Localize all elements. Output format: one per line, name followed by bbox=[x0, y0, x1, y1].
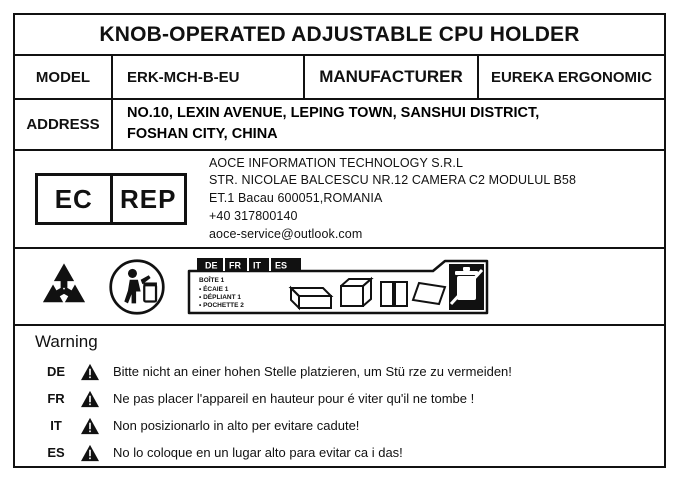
warning-triangle-icon bbox=[75, 390, 105, 408]
page-title: KNOB-OPERATED ADJUSTABLE CPU HOLDER bbox=[99, 22, 580, 46]
address-line-1: NO.10, LEXIN AVENUE, LEPING TOWN, SANSHUI DISTRICT, bbox=[127, 105, 540, 122]
address-label: ADDRESS bbox=[15, 100, 113, 149]
ec-rep-phone: +40 317800140 bbox=[209, 208, 298, 223]
warning-block bbox=[15, 326, 664, 466]
svg-text:• DÉPLIANT 1: • DÉPLIANT 1 bbox=[199, 293, 242, 301]
svg-text:• ÉCAIE 1: • ÉCAIE 1 bbox=[199, 285, 229, 293]
packaging-sorting-icon bbox=[183, 258, 493, 316]
warning-lang-de: DE bbox=[46, 364, 66, 380]
ec-rep-company: AOCE INFORMATION TECHNOLOGY S.R.L bbox=[209, 155, 464, 170]
ec-rep-badge-rep: REP bbox=[120, 183, 177, 214]
svg-text:IT: IT bbox=[253, 260, 261, 271]
pictogram-row bbox=[15, 249, 664, 326]
warning-lang-fr: FR bbox=[47, 391, 65, 407]
warning-item-fr bbox=[33, 385, 664, 412]
warning-item-it bbox=[33, 412, 664, 439]
warning-triangle-icon bbox=[75, 417, 105, 435]
ec-rep-city: ET.1 Bacau 600051,ROMANIA bbox=[209, 191, 383, 206]
svg-text:• POCHETTE 2: • POCHETTE 2 bbox=[199, 301, 244, 309]
ec-rep-badge-ec: EC bbox=[38, 176, 113, 222]
warning-heading: Warning bbox=[35, 332, 98, 352]
svg-text:BOÎTE 1: BOÎTE 1 bbox=[199, 276, 225, 284]
tidyman-icon bbox=[107, 258, 167, 316]
warning-triangle-icon bbox=[75, 363, 105, 381]
address-row bbox=[15, 100, 664, 151]
ec-rep-address-block bbox=[209, 155, 576, 244]
address-value bbox=[113, 100, 664, 149]
manufacturer-value: EUREKA ERGONOMIC bbox=[490, 68, 653, 86]
address-line-2: FOSHAN CITY, CHINA bbox=[127, 126, 278, 143]
manufacturer-label: MANUFACTURER bbox=[305, 56, 479, 97]
label-title-row bbox=[15, 15, 664, 56]
warning-item-es bbox=[33, 439, 664, 466]
warning-text-it: Non posizionarlo in alto per evitare cadute! bbox=[113, 418, 360, 434]
product-label-card bbox=[13, 13, 666, 468]
svg-text:FR: FR bbox=[229, 260, 241, 271]
ec-rep-email: aoce-service@outlook.com bbox=[209, 226, 363, 241]
svg-text:DE: DE bbox=[205, 260, 218, 271]
warning-text-es: No lo coloque en un lugar alto para evitar ca i das! bbox=[113, 445, 403, 461]
warning-lang-it: IT bbox=[50, 418, 62, 434]
warning-lang-es: ES bbox=[47, 445, 65, 461]
warning-text-de: Bitte nicht an einer hohen Stelle platzieren, um Stü rze zu vermeiden! bbox=[113, 364, 512, 380]
ec-rep-street: STR. NICOLAE BALCESCU NR.12 CAMERA C2 MODULUL B58 bbox=[209, 173, 577, 188]
ec-rep-row bbox=[15, 151, 664, 249]
warning-triangle-icon bbox=[75, 444, 105, 462]
model-manufacturer-row bbox=[15, 56, 664, 99]
warning-text-fr: Ne pas placer l'appareil en hauteur pour é viter qu'il ne tombe ! bbox=[113, 391, 475, 407]
ec-rep-badge bbox=[35, 173, 187, 225]
model-label: MODEL bbox=[15, 56, 113, 97]
svg-text:ES: ES bbox=[275, 260, 288, 271]
model-value: ERK-MCH-B-EU bbox=[113, 56, 305, 97]
recycle-icon bbox=[37, 260, 91, 314]
warning-item-de bbox=[33, 358, 664, 385]
